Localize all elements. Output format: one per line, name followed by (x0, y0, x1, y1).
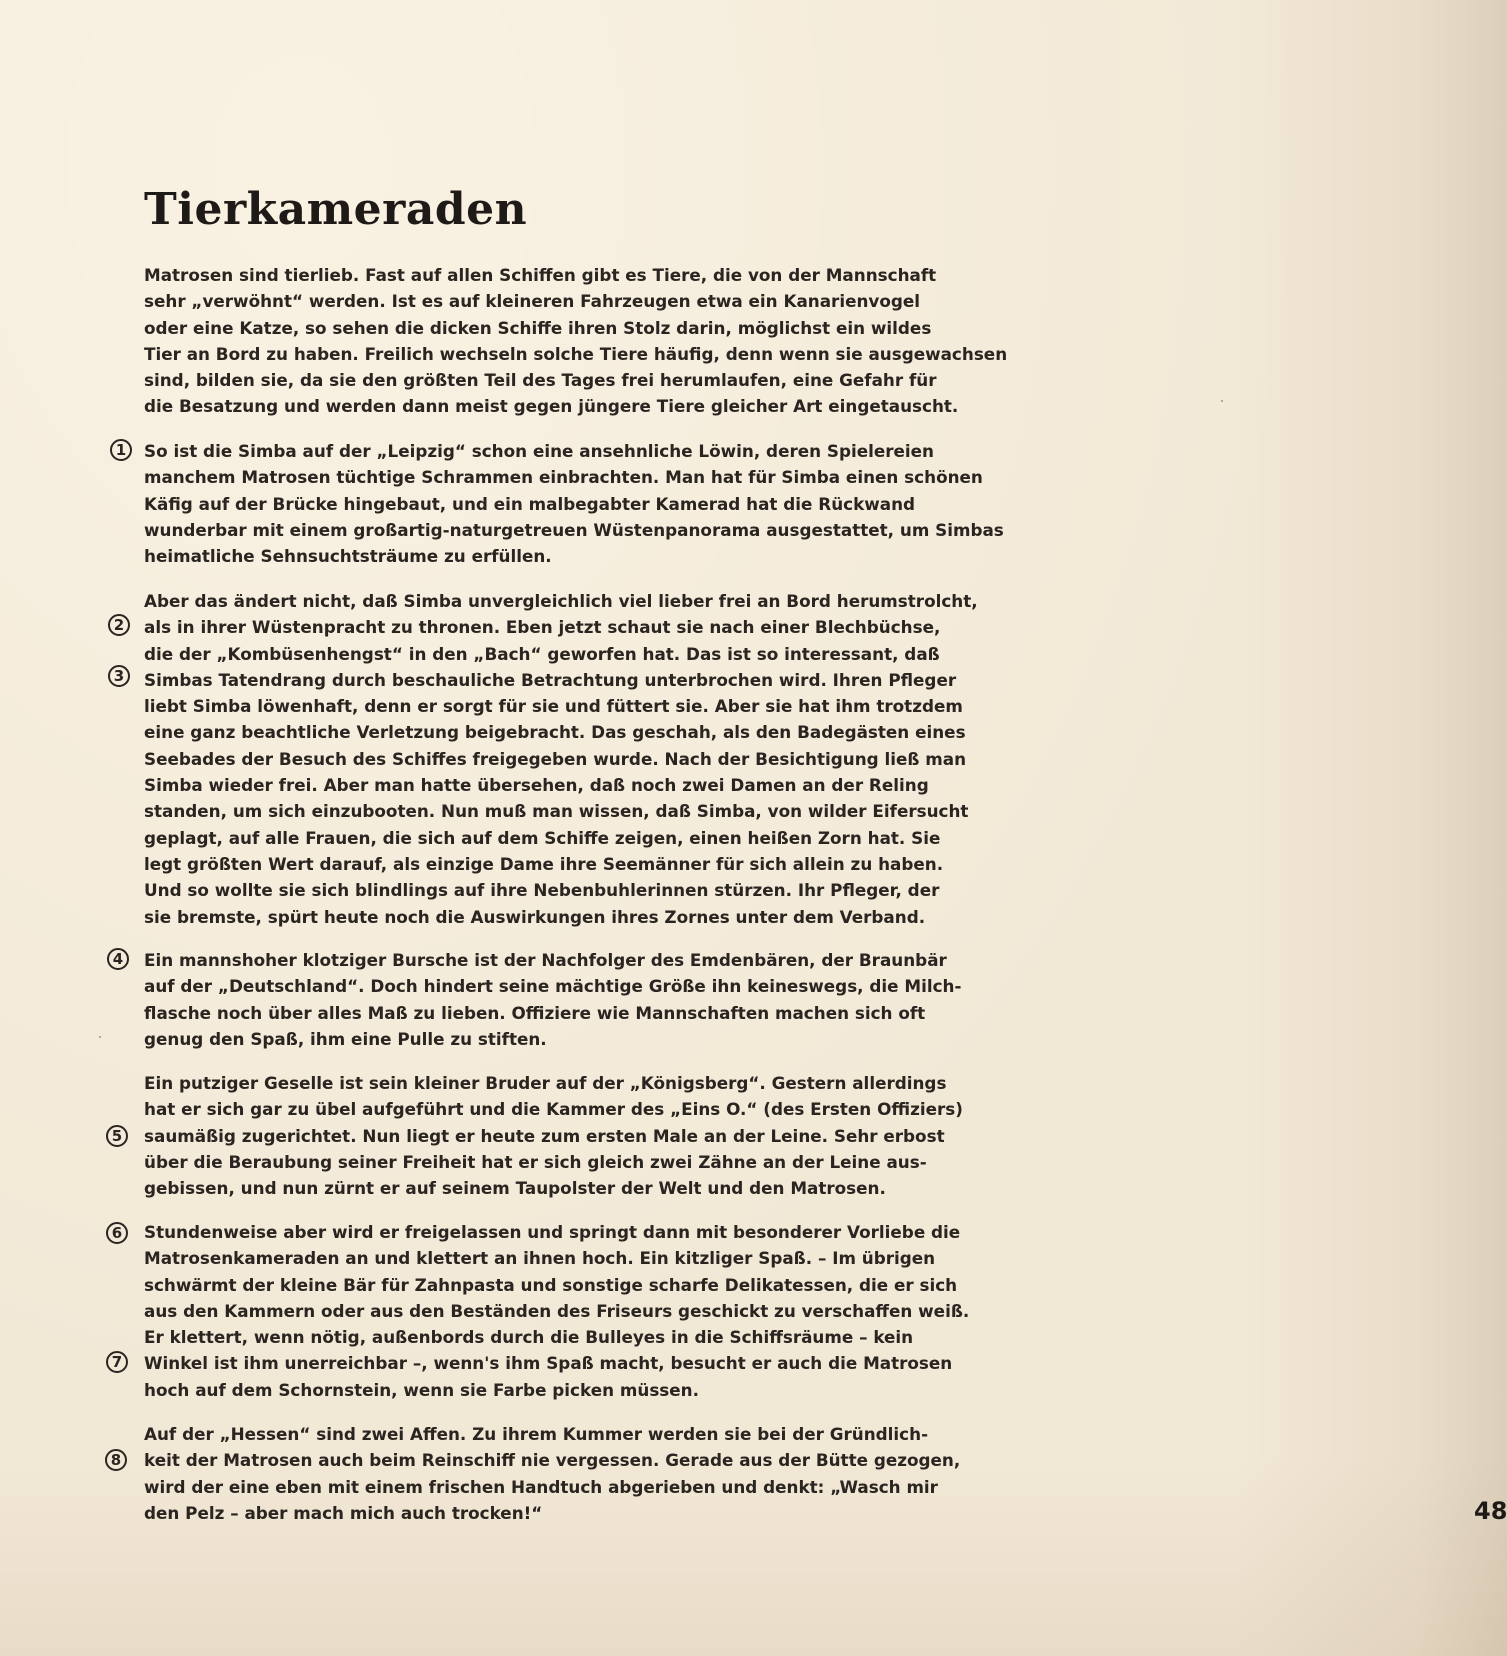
paragraph-4 (144, 947, 962, 1052)
text-line: wird der eine eben mit einem frischen Handtuch abgerieben und denkt: „Wasch mir (144, 1476, 938, 1497)
text-line: eine ganz beachtliche Verletzung beigebracht. Das geschah, als den Badegästen eines (144, 722, 966, 743)
paragraph-1 (144, 262, 1008, 420)
text-line: sind, bilden sie, da sie den größten Teil des Tages frei herumlaufen, eine Gefahr für (144, 370, 937, 391)
text-line: als in ihrer Wüstenpracht zu thronen. Eben jetzt schaut sie nach einer Blechbüchse, (144, 617, 941, 638)
reference-marker-7: 7 (106, 1351, 128, 1373)
paper-speck (99, 1036, 101, 1038)
text-line: Tier an Bord zu haben. Freilich wechseln solche Tiere häufig, denn wenn sie ausgewachsen (144, 343, 1008, 364)
paragraph-6 (144, 1219, 970, 1403)
text-line: gebissen, und nun zürnt er auf seinem Taupolster der Welt und den Matrosen. (144, 1178, 886, 1199)
text-line: Ein putziger Geselle ist sein kleiner Bruder auf der „Königsberg“. Gestern allerdings (144, 1073, 947, 1093)
text-line: Auf der „Hessen“ sind zwei Affen. Zu ihrem Kummer werden sie bei der Gründlich- (144, 1424, 929, 1444)
text-line: manchem Matrosen tüchtige Schrammen einbrachten. Man hat für Simba einen schönen (144, 467, 983, 488)
text-line: wunderbar mit einem großartig-naturgetreuen Wüstenpanorama ausgestattet, um Simbas (144, 519, 1004, 540)
text-line: sehr „verwöhnt“ werden. Ist es auf kleineren Fahrzeugen etwa ein Kanarienvogel (144, 291, 921, 312)
text-line: genug den Spaß, ihm eine Pulle zu stiften. (144, 1028, 547, 1049)
reference-marker-1: 1 (110, 439, 132, 461)
text-line: die der „Kombüsenhengst“ in den „Bach“ geworfen hat. Das ist so interessant, daß (144, 643, 940, 664)
text-line: Käfig auf der Brücke hingebaut, und ein malbegabter Kamerad hat die Rückwand (144, 493, 916, 514)
text-line: keit der Matrosen auch beim Reinschiff nie vergessen. Gerade aus der Bütte gezogen, (144, 1450, 961, 1471)
text-line: Aber das ändert nicht, daß Simba unvergleichlich viel lieber frei an Bord herumstrolcht, (144, 591, 978, 611)
text-line: auf der „Deutschland“. Doch hindert seine mächtige Größe ihn keineswegs, die Milch- (144, 976, 962, 997)
text-line: liebt Simba löwenhaft, denn er sorgt für sie und füttert sie. Aber sie hat ihm trotzdem (144, 696, 963, 717)
paragraph-7 (144, 1421, 961, 1526)
text-line: Und so wollte sie sich blindlings auf ihre Nebenbuhlerinnen stürzen. Ihr Pfleger, der (144, 880, 940, 901)
text-line: Ein mannshoher klotziger Bursche ist der Nachfolger des Emdenbären, der Braunbär (144, 950, 947, 970)
text-line: So ist die Simba auf der „Leipzig“ schon eine ansehnliche Löwin, deren Spielereien (144, 441, 934, 461)
text-line: Matrosenkameraden an und klettert an ihnen hoch. Ein kitzliger Spaß. – Im übrigen (144, 1248, 936, 1269)
text-line: standen, um sich einzubooten. Nun muß man wissen, daß Simba, von wilder Eifersucht (144, 801, 969, 822)
paragraph-3 (144, 588, 978, 930)
text-line: saumäßig zugerichtet. Nun liegt er heute zum ersten Male an der Leine. Sehr erbost (144, 1125, 945, 1146)
text-line: flasche noch über alles Maß zu lieben. Offiziere wie Mannschaften machen sich oft (144, 1002, 926, 1023)
reference-marker-4: 4 (107, 948, 129, 970)
text-line: Winkel ist ihm unerreichbar –, wenn's ihm Spaß macht, besucht er auch die Matrosen (144, 1353, 953, 1374)
page-title: Tierkameraden (144, 184, 528, 235)
text-line: den Pelz – aber mach mich auch trocken!“ (144, 1502, 543, 1523)
text-line: heimatliche Sehnsuchtsträume zu erfüllen. (144, 546, 552, 567)
text-line: die Besatzung und werden dann meist gegen jüngere Tiere gleicher Art eingetauscht. (144, 396, 959, 417)
reference-marker-6: 6 (106, 1222, 128, 1244)
paragraph-5 (144, 1070, 963, 1201)
text-line: Stundenweise aber wird er freigelassen und springt dann mit besonderer Vorliebe die (144, 1222, 961, 1242)
text-line: schwärmt der kleine Bär für Zahnpasta und sonstige scharfe Delikatessen, die er sich (144, 1274, 958, 1295)
reference-marker-8: 8 (105, 1449, 127, 1471)
text-line: legt größten Wert darauf, als einzige Dame ihre Seemänner für sich allein zu haben. (144, 853, 944, 874)
paper-speck (1221, 400, 1223, 402)
text-line: Matrosen sind tierlieb. Fast auf allen Schiffen gibt es Tiere, die von der Mannschaft (144, 265, 937, 285)
text-line: über die Beraubung seiner Freiheit hat er sich gleich zwei Zähne an der Leine aus- (144, 1151, 927, 1172)
text-line: oder eine Katze, so sehen die dicken Schiffe ihren Stolz darin, möglichst ein wildes (144, 317, 932, 338)
text-line: Simba wieder frei. Aber man hatte übersehen, daß noch zwei Damen an der Reling (144, 775, 929, 796)
text-line: Er klettert, wenn nötig, außenbords durch die Bulleyes in die Schiffsräume – kein (144, 1327, 914, 1348)
paragraph-2 (144, 438, 1004, 569)
reference-marker-2: 2 (108, 614, 130, 636)
text-line: aus den Kammern oder aus den Beständen des Friseurs geschickt zu verschaffen weiß. (144, 1300, 970, 1321)
text-line: geplagt, auf alle Frauen, die sich auf dem Schiffe zeigen, einen heißen Zorn hat. Sie (144, 827, 941, 848)
text-line: Seebades der Besuch des Schiffes freigegeben wurde. Nach der Besichtigung ließ man (144, 748, 967, 769)
reference-marker-3: 3 (108, 665, 130, 687)
reference-marker-5: 5 (106, 1125, 128, 1147)
page-number: 48 (1474, 1497, 1507, 1525)
text-line: sie bremste, spürt heute noch die Auswirkungen ihres Zornes unter dem Verband. (144, 906, 926, 927)
text-line: hoch auf dem Schornstein, wenn sie Farbe picken müssen. (144, 1379, 699, 1400)
text-line: Simbas Tatendrang durch beschauliche Betrachtung unterbrochen wird. Ihren Pfleger (144, 669, 957, 690)
text-line: hat er sich gar zu übel aufgeführt und die Kammer des „Eins O.“ (des Ersten Offiziers) (144, 1099, 963, 1120)
